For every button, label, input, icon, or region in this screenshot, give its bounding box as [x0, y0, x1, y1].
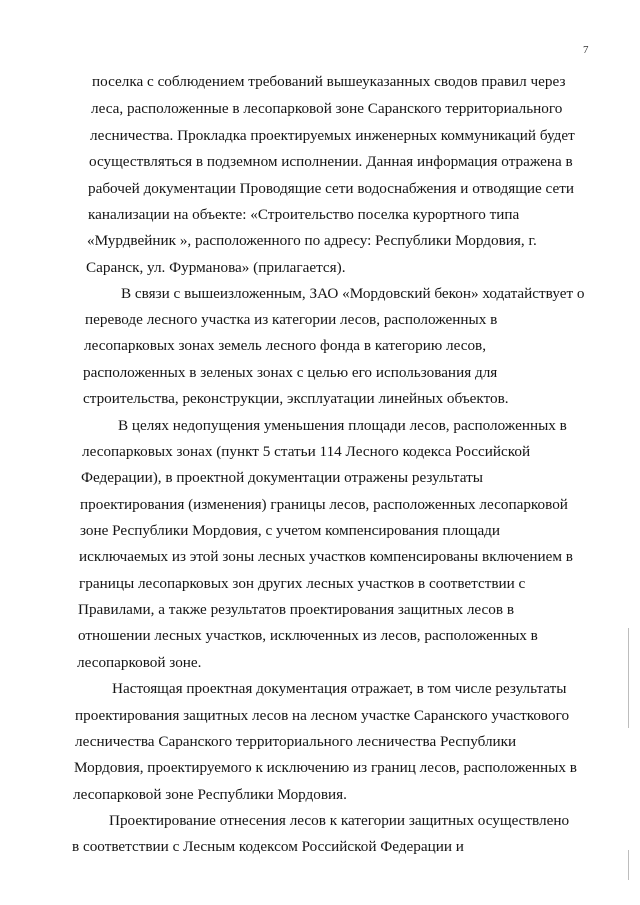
- text-line: «Мурдвейник », расположенного по адресу: Республики Мордовия, г.: [87, 232, 537, 249]
- scan-edge-mark: [628, 850, 629, 880]
- text-line: Мордовия, проектируемого к исключению из границ лесов, расположенных в: [74, 759, 577, 776]
- text-line: проектирования (изменения) границы лесов, расположенных лесопарковой: [80, 496, 568, 513]
- text-line: зоне Республики Мордовия, с учетом компенсирования площади: [80, 522, 501, 539]
- text-line: проектирования защитных лесов на лесном участке Саранского участкового: [75, 707, 570, 724]
- text-line: рабочей документации Проводящие сети водоснабжения и отводящие сети: [88, 180, 574, 197]
- text-line: границы лесопарковых зон других лесных участков в соответствии с: [79, 575, 526, 592]
- text-line: лесопарковых зонах (пункт 5 статьи 114 Лесного кодекса Российской: [82, 443, 531, 460]
- text-line: отношении лесных участков, исключенных из лесов, расположенных в: [78, 627, 538, 644]
- text-line: в соответствии с Лесным кодексом Российской Федерации и: [72, 838, 464, 855]
- text-line: Федерации), в проектной документации отражены результаты: [81, 469, 483, 486]
- text-line: леса, расположенные в лесопарковой зоне Саранского территориального: [91, 100, 563, 117]
- text-line: лесничества. Прокладка проектируемых инженерных коммуникаций будет: [90, 127, 575, 144]
- scan-edge-mark: [628, 628, 629, 728]
- text-line: расположенных в зеленых зонах с целью его использования для: [83, 364, 498, 381]
- text-line: Проектирование отнесения лесов к категории защитных осуществлено: [109, 812, 570, 829]
- text-line: лесничества Саранского территориального лесничества Республики: [75, 733, 517, 750]
- text-line: строительства, реконструкции, эксплуатации линейных объектов.: [83, 390, 509, 407]
- text-line: переводе лесного участка из категории лесов, расположенных в: [85, 311, 498, 328]
- text-line: Саранск, ул. Фурманова» (прилагается).: [86, 259, 346, 276]
- text-line: поселка с соблюдением требований вышеуказанных сводов правил через: [92, 73, 566, 90]
- text-line: исключаемых из этой зоны лесных участков компенсированы включением в: [79, 548, 573, 565]
- text-line: осуществляться в подземном исполнении. Данная информация отражена в: [89, 153, 573, 170]
- text-line: лесопарковой зоне Республики Мордовия.: [73, 786, 347, 803]
- page-number: 7: [583, 44, 589, 56]
- text-line: Правилами, а также результатов проектирования защитных лесов в: [78, 601, 515, 618]
- text-line: Настоящая проектная документация отражает, в том числе результаты: [112, 680, 567, 697]
- text-line: В связи с вышеизложенным, ЗАО «Мордовский бекон» ходатайствует о: [121, 285, 585, 302]
- text-line: лесопарковых зонах земель лесного фонда в категорию лесов,: [84, 337, 487, 354]
- text-line: В целях недопущения уменьшения площади лесов, расположенных в: [118, 417, 567, 434]
- text-line: канализации на объекте: «Строительство поселка курортного типа: [88, 206, 520, 223]
- text-line: лесопарковой зоне.: [77, 654, 202, 671]
